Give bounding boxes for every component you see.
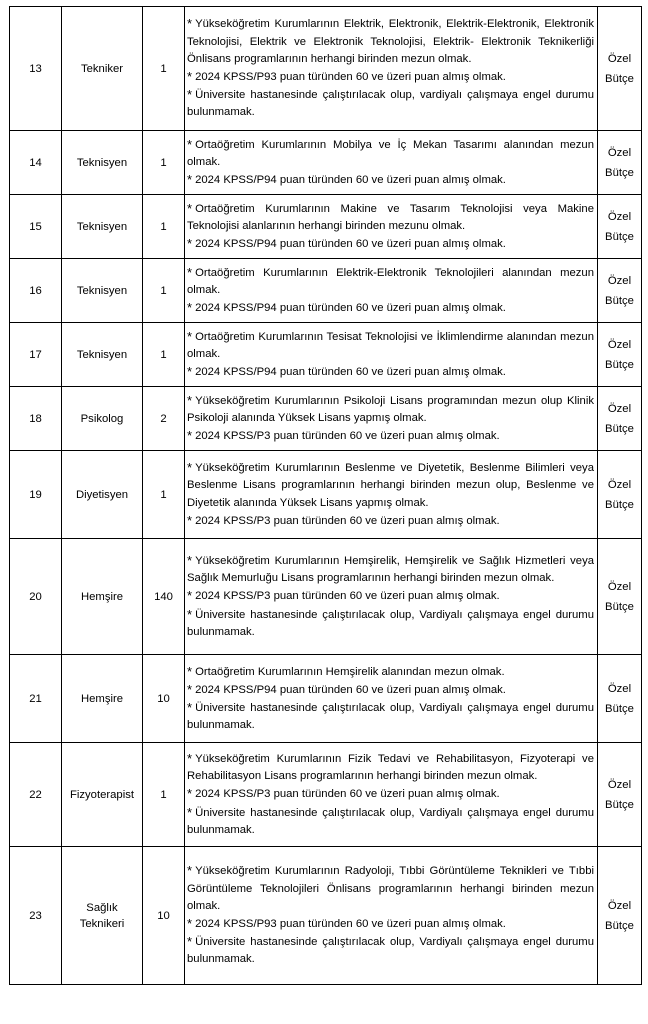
requirement-text: Ortaöğretim Kurumlarının Makine ve Tasarım Teknolojisi veya Makine Teknolojisi alanlarının herhangi birinden mezunu olmak. [187,202,594,232]
requirements-cell [185,7,598,131]
budget-type: Özel Bütçe [598,655,642,743]
asterisk-icon: * [187,663,193,679]
asterisk-icon: * [187,16,193,32]
requirement-text: 2024 KPSS/P3 puan türünden 60 ve üzeri puan almış olmak. [195,788,500,801]
position-count: 1 [143,195,185,259]
asterisk-icon: * [187,588,193,604]
table-row [10,195,642,259]
row-number: 17 [10,323,62,387]
requirement-item [187,587,594,605]
row-number: 22 [10,743,62,847]
requirement-text: Üniversite hastanesinde çalıştırılacak olup, Vardiyalı çalışmaya engel durumu bulunmamak. [187,608,594,638]
position-title: Teknisyen [62,323,143,387]
table-row [10,323,642,387]
requirements-cell [185,451,598,539]
requirement-text: 2024 KPSS/P94 puan türünden 60 ve üzeri puan almış olmak. [195,174,506,187]
position-title: Sağlık Teknikeri [62,847,143,985]
requirement-text: Üniversite hastanesinde çalıştırılacak olup, Vardiyalı çalışmaya engel durumu bulunmamak. [187,702,594,732]
requirements-cell [185,539,598,655]
requirement-item [187,136,594,171]
position-count: 2 [143,387,185,451]
requirement-item [187,663,594,681]
asterisk-icon: * [187,136,193,152]
positions-table-body [10,7,642,985]
asterisk-icon: * [187,300,193,316]
asterisk-icon: * [187,264,193,280]
requirement-item [187,15,594,68]
requirement-text: Ortaöğretim Kurumlarının Elektrik-Elektronik Teknolojileri alanından mezun olmak. [187,266,594,296]
requirements-cell [185,131,598,195]
requirement-text: 2024 KPSS/P94 puan türünden 60 ve üzeri puan almış olmak. [195,238,506,251]
requirement-text: 2024 KPSS/P93 puan türünden 60 ve üzeri puan almış olmak. [195,71,506,83]
requirement-item [187,915,594,933]
row-number: 13 [10,7,62,131]
requirement-item [187,750,594,785]
position-count: 1 [143,259,185,323]
requirement-item [187,681,594,699]
requirement-text: Yükseköğretim Kurumlarının Psikoloji Lisans programından mezun olup Klinik Psikoloji alanında Yüksek Lisans yapmış olmak. [187,394,594,424]
requirement-item [187,171,594,189]
requirement-text: Üniversite hastanesinde çalıştırılacak olup, Vardiyalı çalışmaya engel durumu bulunmamak. [187,936,594,966]
row-number: 18 [10,387,62,451]
asterisk-icon: * [187,428,193,444]
asterisk-icon: * [187,934,193,950]
requirement-item [187,606,594,641]
requirement-text: 2024 KPSS/P94 puan türünden 60 ve üzeri puan almış olmak. [195,366,506,379]
row-number: 16 [10,259,62,323]
budget-type: Özel Bütçe [598,847,642,985]
requirement-item [187,785,594,803]
row-number: 23 [10,847,62,985]
requirement-item [187,68,594,86]
requirements-cell [185,195,598,259]
position-count: 1 [143,451,185,539]
table-row [10,259,642,323]
table-row [10,539,642,655]
requirement-item [187,363,594,381]
table-row [10,451,642,539]
asterisk-icon: * [187,606,193,622]
row-number: 21 [10,655,62,743]
position-count: 10 [143,655,185,743]
budget-type: Özel Bütçe [598,259,642,323]
requirement-item [187,264,594,299]
budget-type: Özel Bütçe [598,195,642,259]
requirement-item [187,459,594,512]
budget-type: Özel Bütçe [598,743,642,847]
requirement-item [187,299,594,317]
asterisk-icon: * [187,786,193,802]
position-title: Teknisyen [62,195,143,259]
asterisk-icon: * [187,750,193,766]
requirements-cell [185,743,598,847]
asterisk-icon: * [187,512,193,528]
row-number: 15 [10,195,62,259]
requirement-text: 2024 KPSS/P94 puan türünden 60 ve üzeri puan almış olmak. [195,683,506,696]
requirement-text: Ortaöğretim Kurumlarının Hemşirelik alanından mezun olmak. [195,665,505,678]
asterisk-icon: * [187,700,193,715]
asterisk-icon: * [187,863,193,879]
budget-type: Özel Bütçe [598,451,642,539]
asterisk-icon: * [187,172,193,188]
position-title: Tekniker [62,7,143,131]
table-row [10,7,642,131]
requirement-text: 2024 KPSS/P3 puan türünden 60 ve üzeri puan almış olmak. [195,430,500,443]
position-title: Hemşire [62,539,143,655]
asterisk-icon: * [187,364,193,380]
requirement-item [187,86,594,121]
asterisk-icon: * [187,552,193,568]
requirement-item [187,200,594,235]
table-row [10,387,642,451]
requirement-item [187,552,594,587]
requirement-text: Ortaöğretim Kurumlarının Mobilya ve İç Mekan Tasarımı alanından mezun olmak. [187,138,594,168]
requirements-cell [185,387,598,451]
requirement-text: 2024 KPSS/P94 puan türünden 60 ve üzeri puan almış olmak. [195,302,506,315]
budget-type: Özel Bütçe [598,323,642,387]
position-count: 1 [143,7,185,131]
requirement-text: Yükseköğretim Kurumlarının Fizik Tedavi ve Rehabilitasyon, Fizyoterapi ve Rehabilitasyon Lisans programlarının herhangi birinden mezun olmak. [187,752,594,783]
asterisk-icon: * [187,87,193,103]
position-title: Teknisyen [62,259,143,323]
budget-type: Özel Bütçe [598,387,642,451]
requirements-cell [185,847,598,985]
asterisk-icon: * [187,916,193,931]
requirement-item [187,328,594,363]
row-number: 19 [10,451,62,539]
table-row [10,655,642,743]
asterisk-icon: * [187,69,193,84]
asterisk-icon: * [187,200,193,216]
position-title: Hemşire [62,655,143,743]
table-row [10,847,642,985]
position-title: Fizyoterapist [62,743,143,847]
asterisk-icon: * [187,392,193,408]
asterisk-icon: * [187,681,193,697]
budget-type: Özel Bütçe [598,131,642,195]
position-title: Diyetisyen [62,451,143,539]
requirement-text: 2024 KPSS/P93 puan türünden 60 ve üzeri puan almış olmak. [195,918,506,930]
requirements-cell [185,655,598,743]
requirement-item [187,862,594,915]
asterisk-icon: * [187,236,193,252]
requirement-text: Yükseköğretim Kurumlarının Radyoloji, Tıbbi Görüntüleme Teknikleri ve Tıbbi Görüntüleme Teknolojileri Önlisans programlarının herhangi birinden mezun olmak. [187,865,594,912]
requirement-text: 2024 KPSS/P3 puan türünden 60 ve üzeri puan almış olmak. [195,590,500,603]
position-count: 1 [143,743,185,847]
requirements-cell [185,259,598,323]
position-title: Psikolog [62,387,143,451]
position-count: 140 [143,539,185,655]
requirement-text: Yükseköğretim Kurumlarının Beslenme ve Diyetetik, Beslenme Bilimleri veya Beslenme Lisans programlarının herhangi birinden mezun olup, Beslenme ve Diyetetik alanında Yüksek Lisans yapmış olmak. [187,462,594,509]
asterisk-icon: * [187,460,193,476]
requirement-text: Ortaöğretim Kurumlarının Tesisat Teknolojisi ve İklimlendirme alanından mezun olmak. [187,330,594,360]
document-page [9,6,641,985]
requirement-item [187,392,594,427]
requirement-item [187,512,594,530]
budget-type: Özel Bütçe [598,7,642,131]
requirement-text: Yükseköğretim Kurumlarının Hemşirelik, Hemşirelik ve Sağlık Hizmetleri veya Sağlık Memurluğu Lisans programlarının herhangi birinden mezun olmak. [187,554,594,585]
requirement-item [187,699,594,734]
requirement-text: Üniversite hastanesinde çalıştırılacak olup, vardiyalı çalışmaya engel durumu bulunmamak. [187,89,594,119]
table-row [10,743,642,847]
asterisk-icon: * [187,328,193,344]
table-row [10,131,642,195]
requirement-text: Üniversite hastanesinde çalıştırılacak olup, Vardiyalı çalışmaya engel durumu bulunmamak. [187,806,594,836]
position-count: 10 [143,847,185,985]
position-count: 1 [143,131,185,195]
positions-table [9,6,642,985]
position-count: 1 [143,323,185,387]
requirement-text: Yükseköğretim Kurumlarının Elektrik, Elektronik, Elektrik-Elektronik, Elektronik Teknolojisi, Elektrik ve Elektronik Teknolojisi, Elektrik- Elektronik Teknikerliği Önlisans programlarının herhangi birinden mezun olmak. [187,18,594,65]
requirements-cell [185,323,598,387]
row-number: 14 [10,131,62,195]
position-title: Teknisyen [62,131,143,195]
asterisk-icon: * [187,804,193,820]
requirement-item [187,933,594,968]
requirement-item [187,235,594,253]
budget-type: Özel Bütçe [598,539,642,655]
requirement-item [187,804,594,839]
row-number: 20 [10,539,62,655]
requirement-text: 2024 KPSS/P3 puan türünden 60 ve üzeri puan almış olmak. [195,514,500,527]
requirement-item [187,427,594,445]
